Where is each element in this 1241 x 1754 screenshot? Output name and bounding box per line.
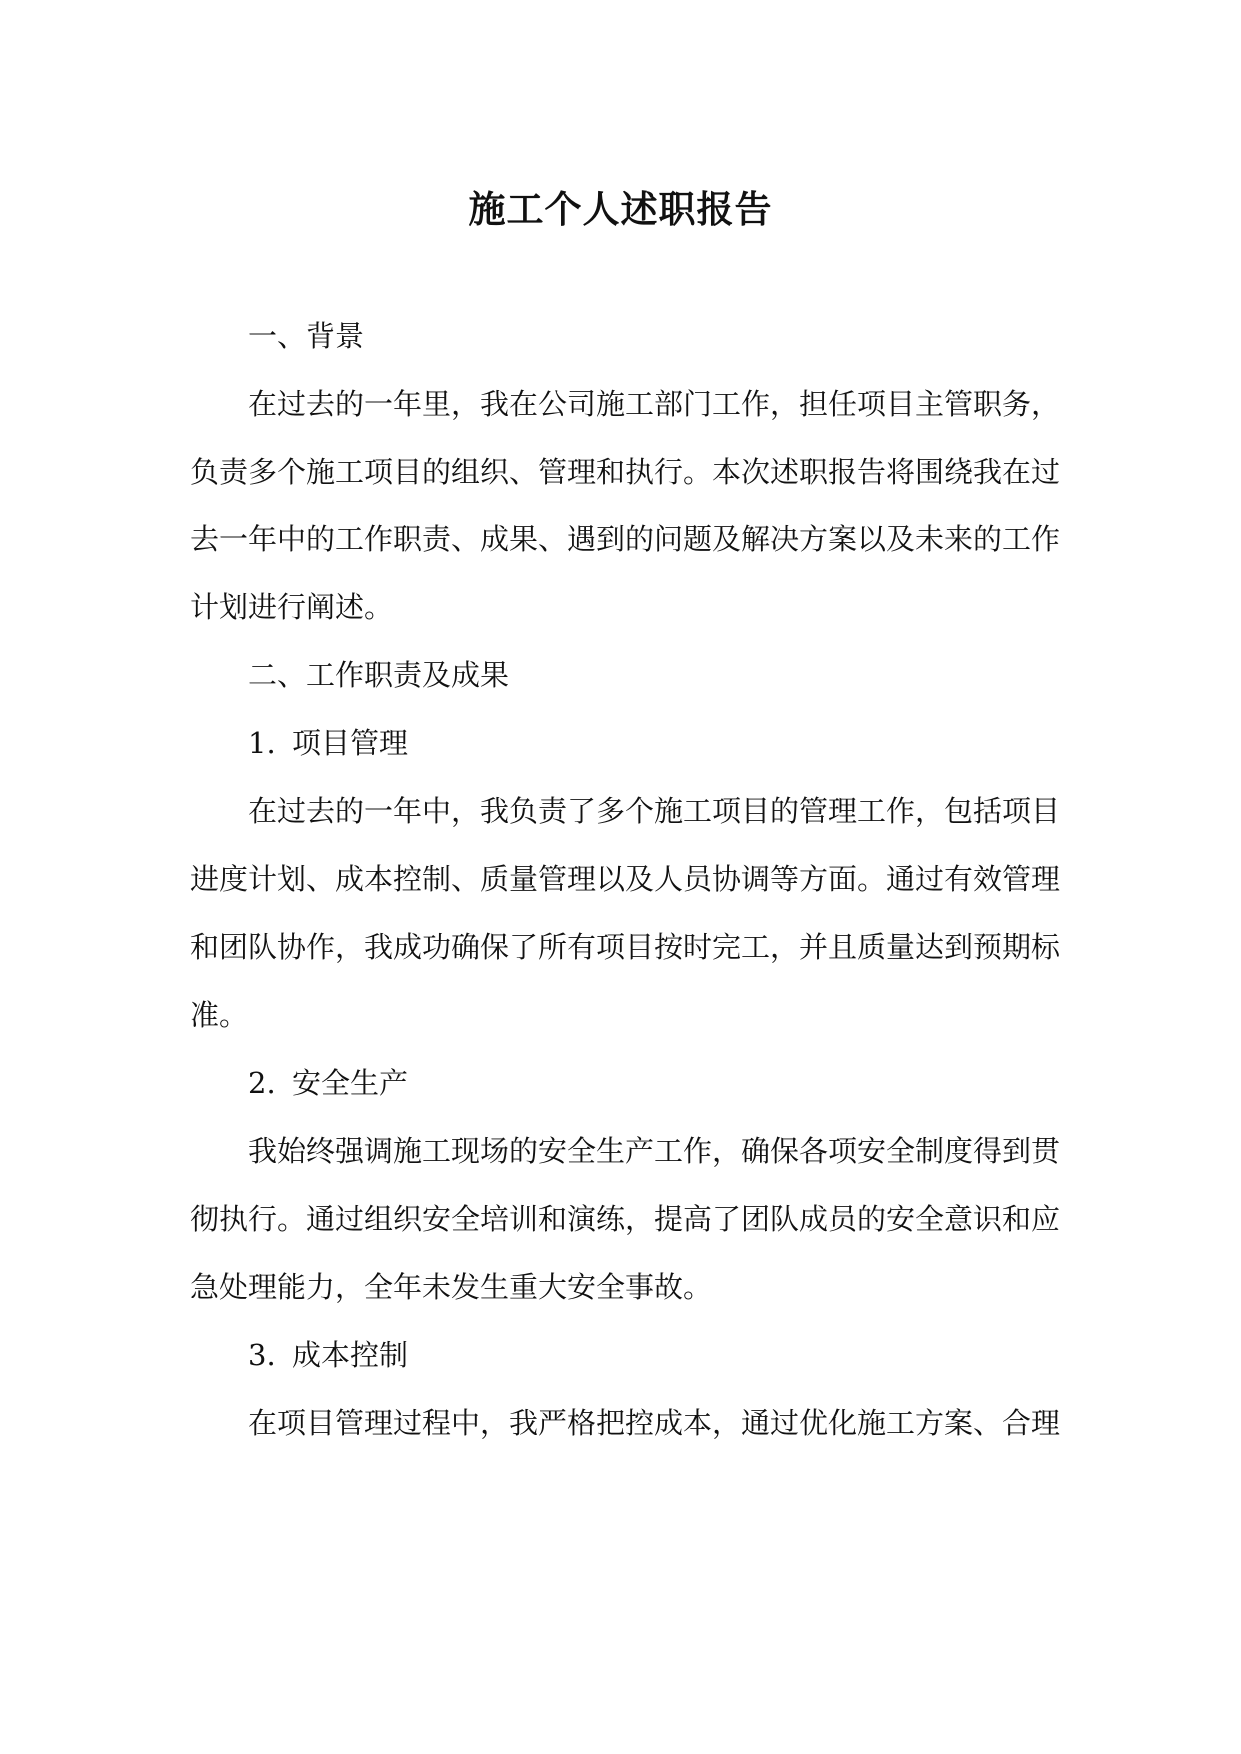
section-heading-duties: 二、工作职责及成果 — [248, 658, 510, 692]
paragraph-line: 和团队协作，我成功确保了所有项目按时完工，并且质量达到预期标 — [190, 930, 1061, 964]
paragraph-line: 我始终强调施工现场的安全生产工作，确保各项安全制度得到贯 — [248, 1134, 1061, 1168]
subheading-project-management — [248, 723, 1118, 763]
section-heading-background: 一、背景 — [248, 319, 365, 353]
subheading-safety — [248, 1063, 1118, 1103]
paragraph-line: 在项目管理过程中，我严格把控成本，通过优化施工方案、合理 — [248, 1406, 1061, 1440]
subheading-number: 3. — [248, 1338, 276, 1372]
subheading-text: 安全生产 — [292, 1066, 409, 1100]
paragraph-line: 在过去的一年里，我在公司施工部门工作，担任项目主管职务， — [248, 387, 1061, 421]
paragraph-line: 计划进行阐述。 — [190, 590, 394, 624]
paragraph-line: 去一年中的工作职责、成果、遇到的问题及解决方案以及未来的工作 — [190, 522, 1061, 556]
subheading-text: 项目管理 — [292, 726, 409, 760]
page-title: 施工个人述职报告 — [468, 187, 773, 231]
subheading-number: 1. — [248, 726, 276, 760]
paragraph-line: 负责多个施工项目的组织、管理和执行。本次述职报告将围绕我在过 — [190, 455, 1061, 489]
paragraph-line: 进度计划、成本控制、质量管理以及人员协调等方面。通过有效管理 — [190, 862, 1061, 896]
paragraph-line: 急处理能力，全年未发生重大安全事故。 — [190, 1270, 713, 1304]
paragraph-line: 准。 — [190, 998, 249, 1032]
subheading-number: 2. — [248, 1066, 276, 1100]
subheading-cost-control — [248, 1335, 1118, 1375]
paragraph-line: 彻执行。通过组织安全培训和演练，提高了团队成员的安全意识和应 — [190, 1202, 1061, 1236]
paragraph-line: 在过去的一年中，我负责了多个施工项目的管理工作，包括项目 — [248, 794, 1061, 828]
subheading-text: 成本控制 — [292, 1338, 409, 1372]
